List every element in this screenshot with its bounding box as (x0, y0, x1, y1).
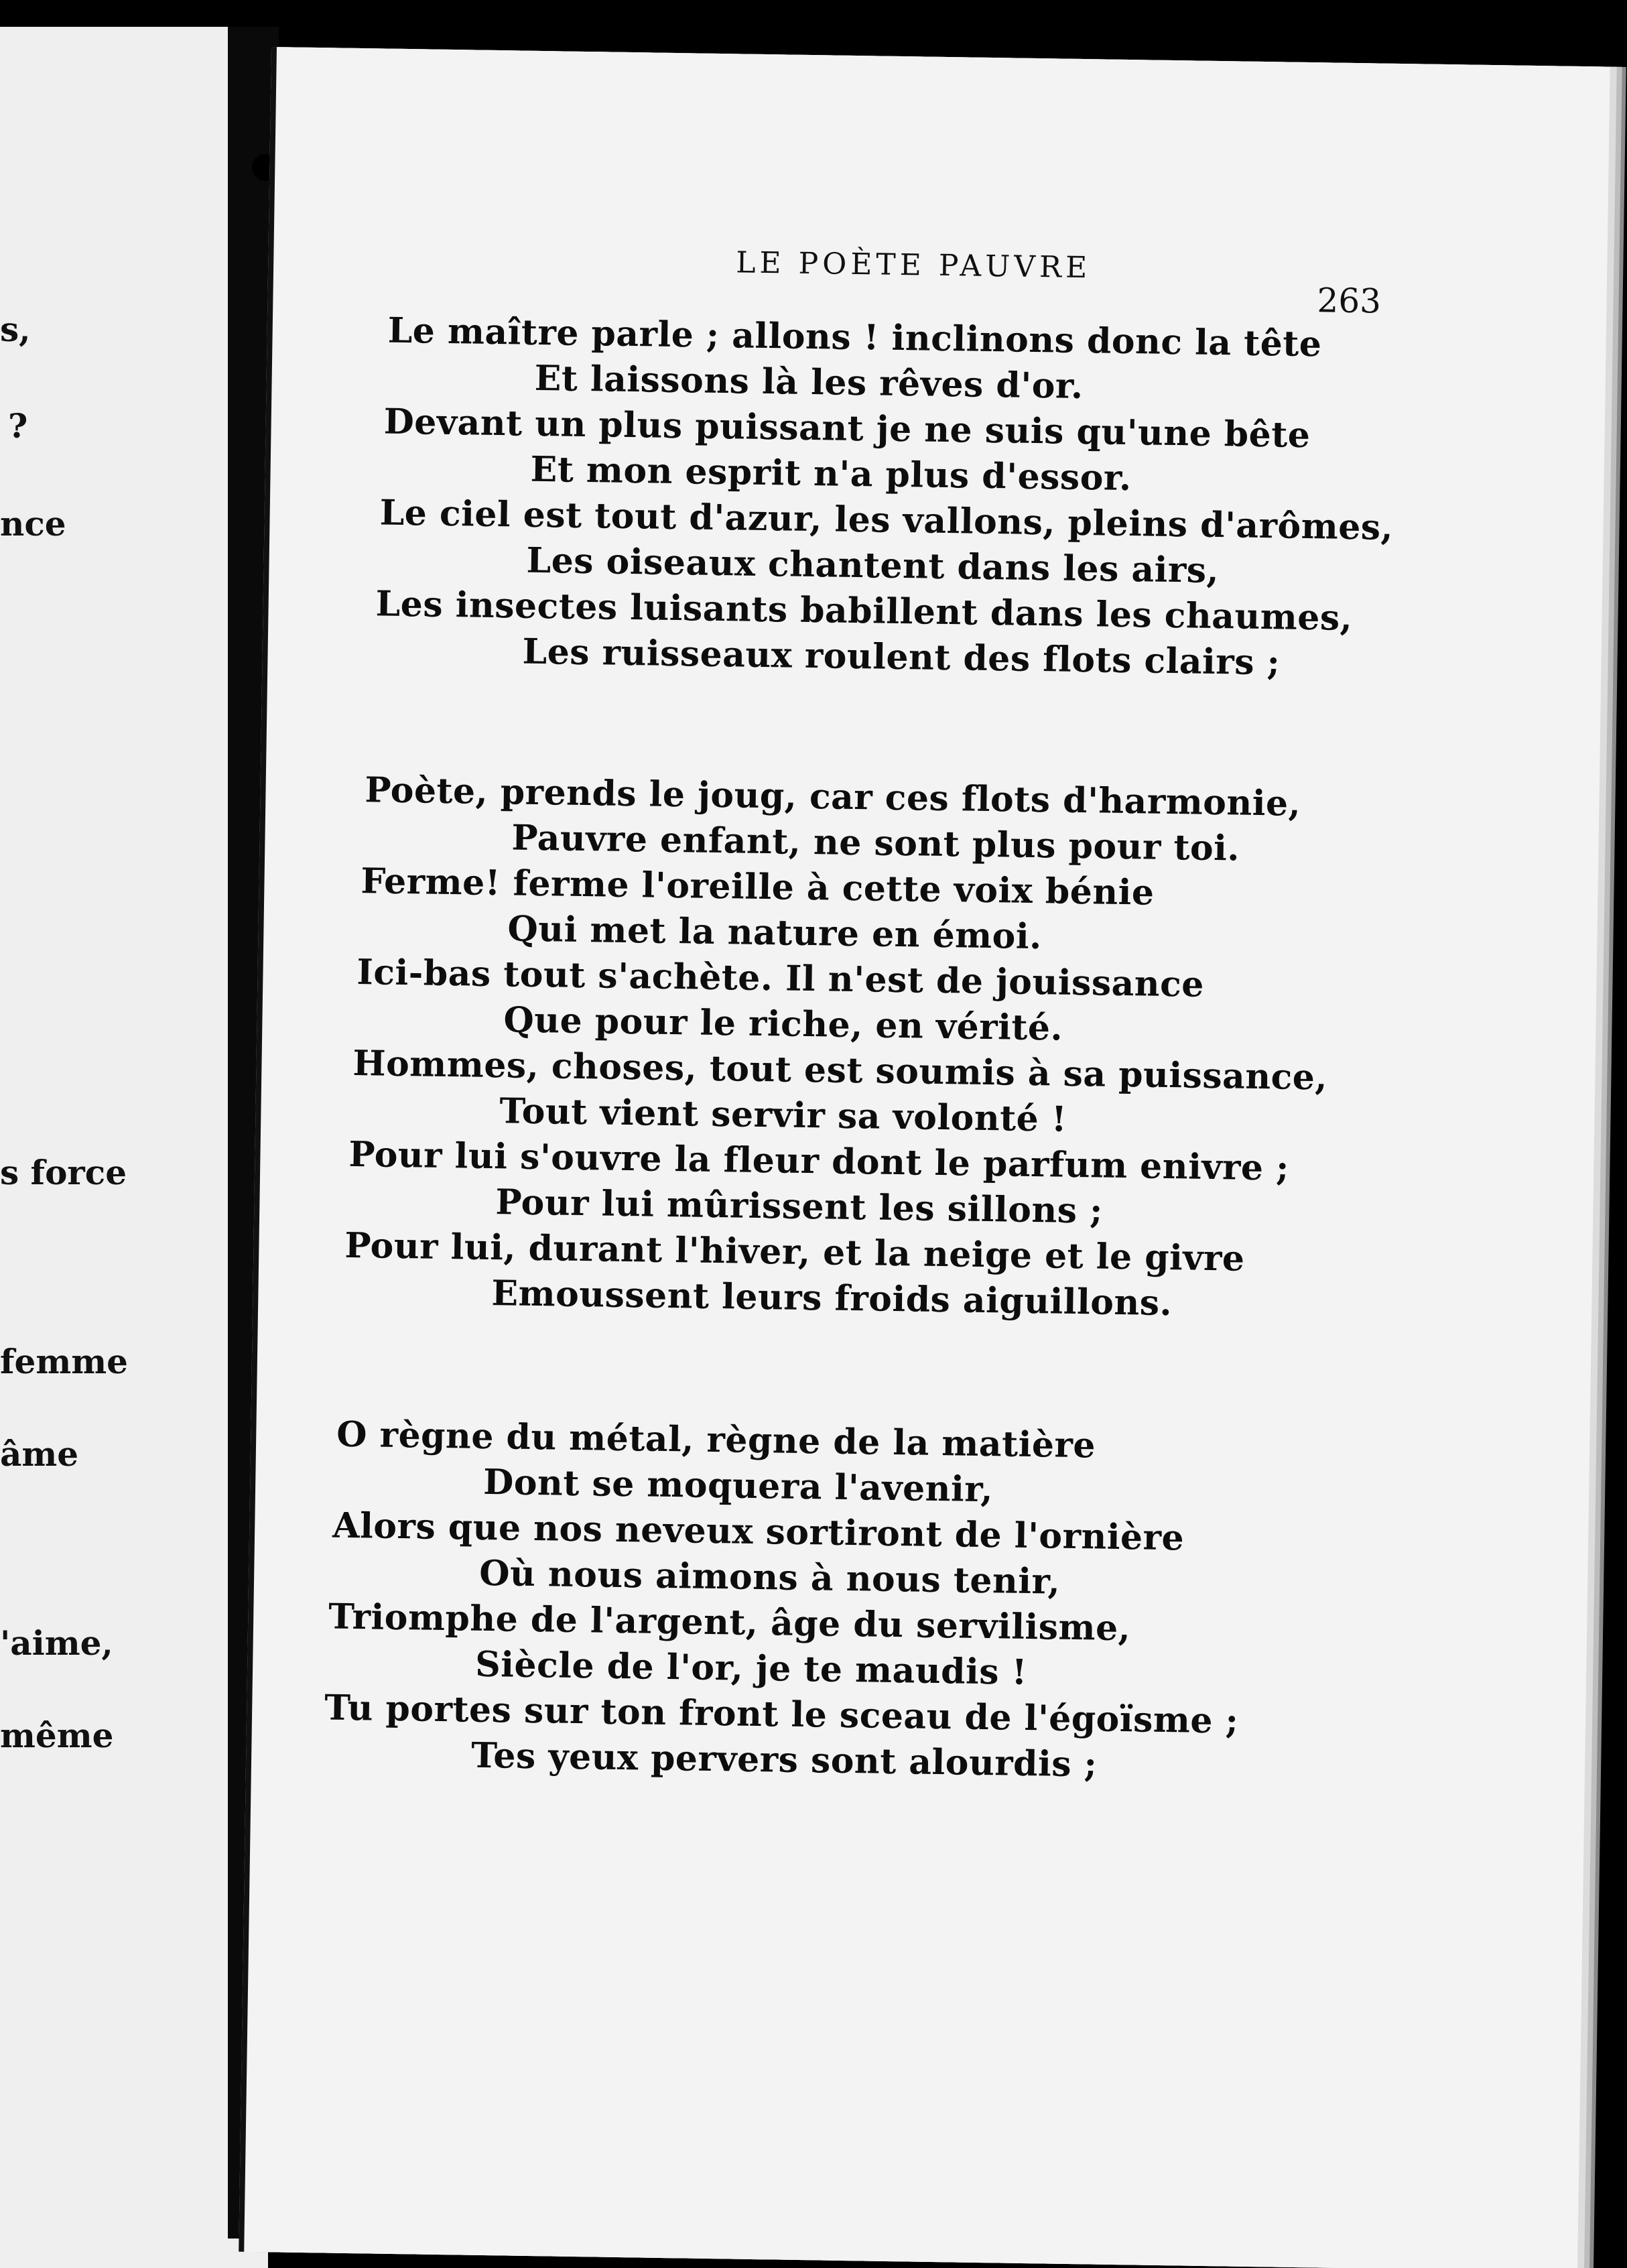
verse-line: Ferme! ferme l'oreille à cette voix bénie (361, 861, 1155, 914)
verse-line: Et laissons là les rêves d'or. (534, 357, 1084, 407)
left-page-fragment: âme (0, 1434, 79, 1474)
verse-line: Le maître parle ; allons ! inclinons donc la tête (387, 310, 1322, 365)
verse-line: Tu portes sur ton front le sceau de l'égoïsme ; (324, 1687, 1239, 1742)
verse-line: Pauvre enfant, ne sont plus pour toi. (511, 817, 1240, 869)
verse-line: Siècle de l'or, je te maudis ! (474, 1643, 1028, 1693)
verse-line: Dont se moquera l'avenir, (482, 1461, 994, 1511)
verse-line: Qui met la nature en émoi. (507, 908, 1043, 958)
left-page-fragment: nce (0, 504, 66, 544)
verse-line: Les ruisseaux roulent des flots clairs ; (522, 631, 1281, 684)
left-page-fragment: même (0, 1716, 114, 1755)
left-page-fragment: ? (8, 406, 28, 446)
verse-line: Emoussent leurs froids aiguillons. (491, 1273, 1173, 1324)
right-page (239, 47, 1610, 2268)
left-page-fragment: femme (0, 1342, 128, 1381)
verse-line: Pour lui, durant l'hiver, et la neige et le givre (344, 1224, 1245, 1279)
left-page-fragment: 'aime, (0, 1623, 113, 1663)
verse-line: Les oiseaux chantent dans les airs, (526, 540, 1220, 592)
verse-line: Poète, prends le joug, car ces flots d'harmonie, (365, 769, 1301, 824)
verse-line: Triomphe de l'argent, âge du servilisme, (328, 1596, 1131, 1649)
verse-line: Hommes, choses, tout est soumis à sa puissance, (352, 1042, 1328, 1098)
verse-line: Les insectes luisants babillent dans les chaumes, (375, 583, 1353, 639)
verse-line: Que pour le riche, en vérité. (503, 999, 1063, 1049)
verse-line: Devant un plus puissant je ne suis qu'une bête (383, 401, 1311, 456)
running-head: LE POÈTE PAUVRE (735, 245, 1092, 286)
verse-line: O règne du métal, règne de la matière (336, 1413, 1096, 1466)
verse-line: Le ciel est tout d'azur, les vallons, pleins d'arômes, (379, 492, 1394, 548)
verse-line: Alors que nos neveux sortiront de l'ornière (332, 1505, 1185, 1559)
verse-line: Pour lui mûrissent les sillons ; (495, 1182, 1104, 1232)
verse-line: Et mon esprit n'a plus d'essor. (530, 448, 1132, 499)
left-page-fragment: s force (0, 1153, 127, 1192)
verse-line: Tout vient servir sa volonté ! (499, 1090, 1067, 1140)
verse-line: Ici-bas tout s'achète. Il n'est de jouissance (356, 952, 1205, 1005)
verse-line: Pour lui s'ouvre la fleur dont le parfum enivre ; (348, 1133, 1290, 1189)
verse-line: Où nous aimons à nous tenir, (478, 1552, 1061, 1602)
page-number: 263 (1317, 281, 1382, 321)
left-page-fragment: s, (0, 310, 31, 349)
verse-line: Tes yeux pervers sont alourdis ; (470, 1735, 1098, 1785)
